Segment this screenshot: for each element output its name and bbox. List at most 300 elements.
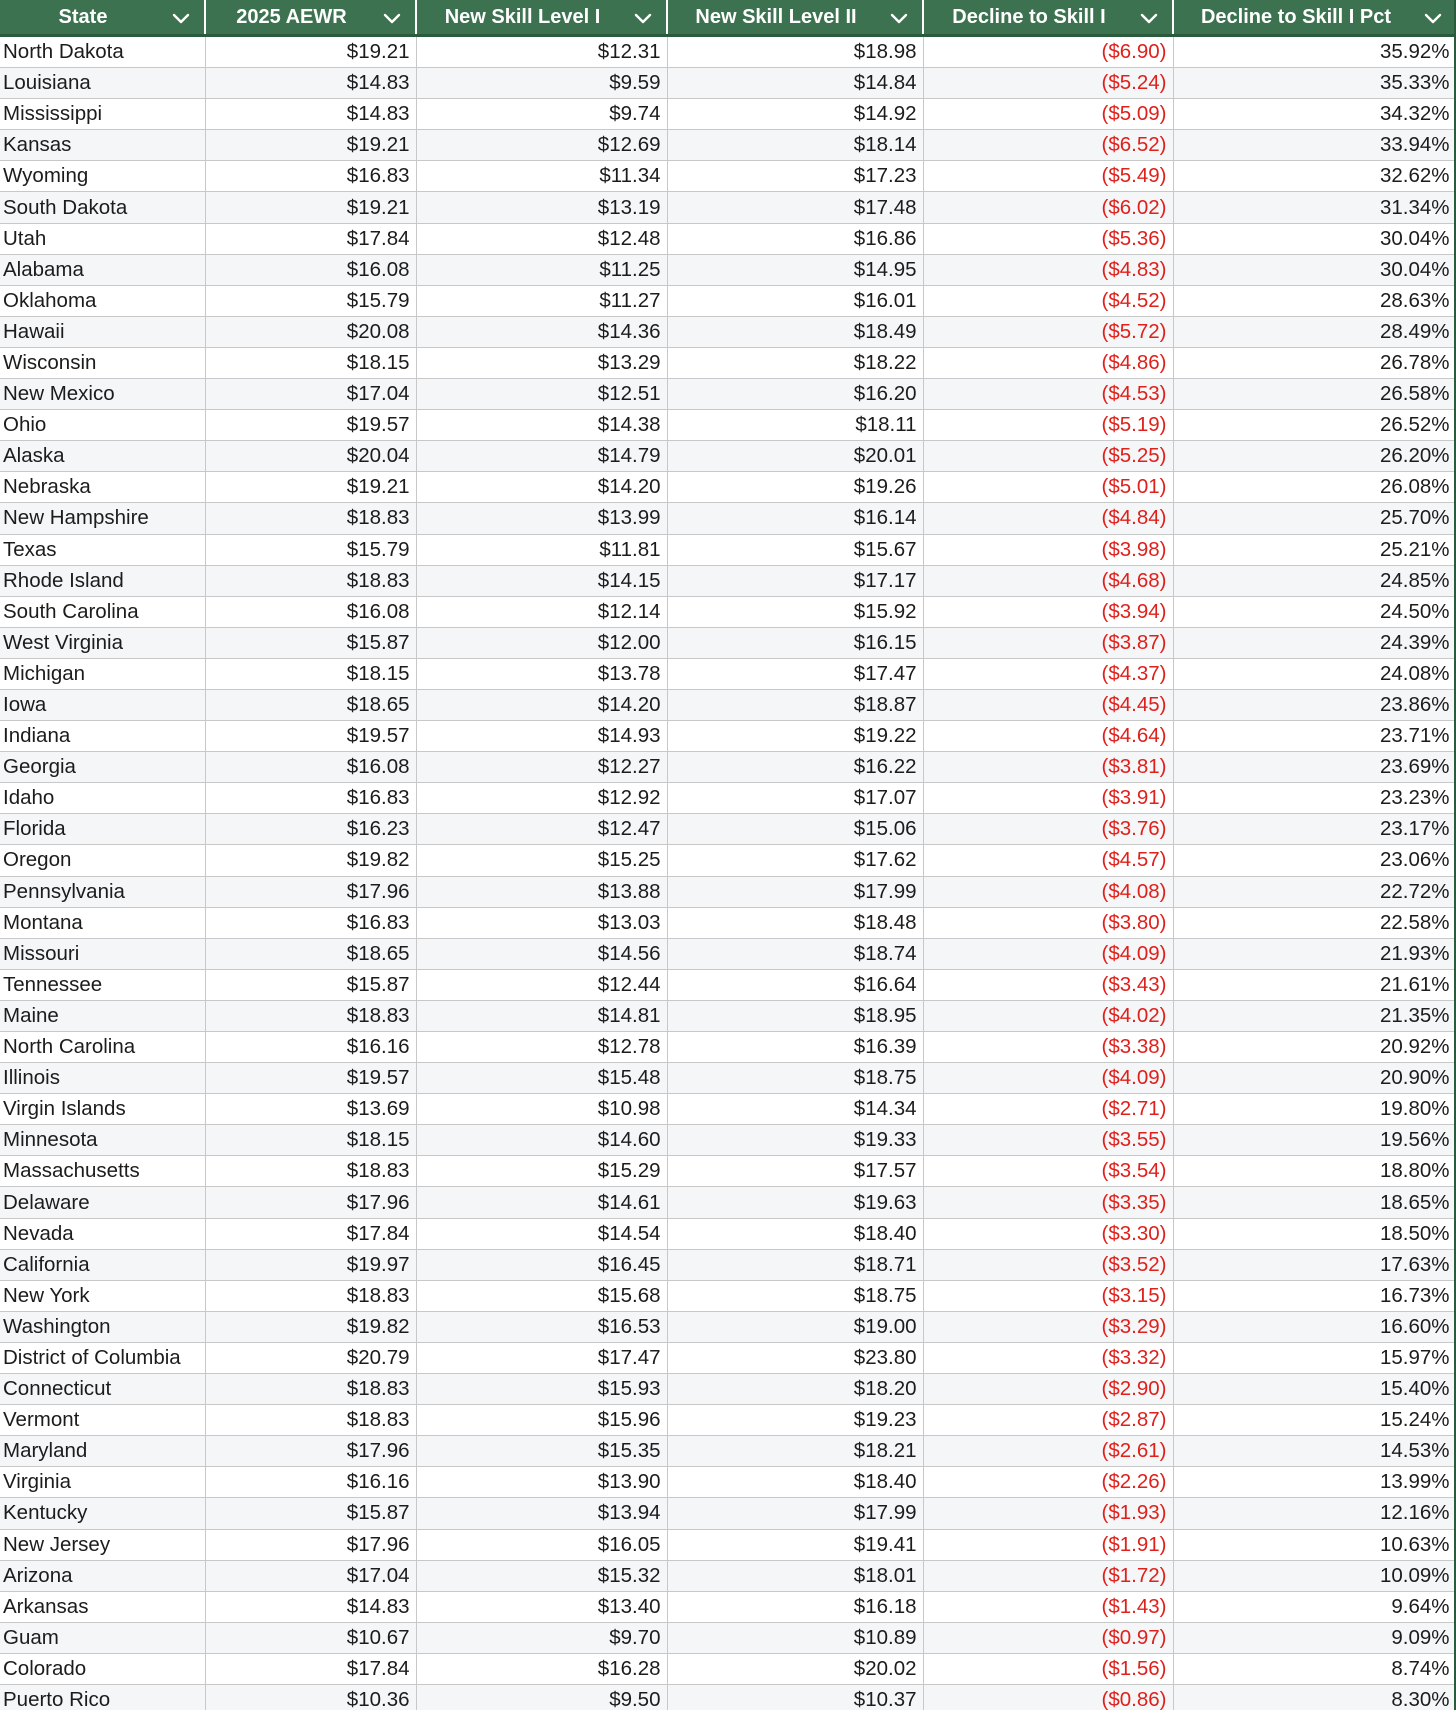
cell-decline-to-skill-i[interactable]: ($4.37) xyxy=(923,658,1173,689)
cell-state[interactable]: Georgia xyxy=(0,752,205,783)
cell-state[interactable]: California xyxy=(0,1249,205,1280)
cell-state[interactable]: Nebraska xyxy=(0,472,205,503)
header-state[interactable] xyxy=(0,0,205,36)
cell-new-skill-level-i[interactable]: $14.79 xyxy=(416,441,667,472)
cell-2025-aewr[interactable]: $19.21 xyxy=(205,192,416,223)
cell-new-skill-level-i[interactable]: $12.14 xyxy=(416,596,667,627)
cell-decline-to-skill-i[interactable]: ($3.52) xyxy=(923,1249,1173,1280)
cell-state[interactable]: Ohio xyxy=(0,410,205,441)
cell-state[interactable]: North Dakota xyxy=(0,36,205,68)
cell-2025-aewr[interactable]: $15.87 xyxy=(205,969,416,1000)
cell-decline-to-skill-i[interactable]: ($4.09) xyxy=(923,938,1173,969)
cell-new-skill-level-ii[interactable]: $18.49 xyxy=(667,316,923,347)
cell-new-skill-level-ii[interactable]: $19.33 xyxy=(667,1125,923,1156)
cell-state[interactable]: Iowa xyxy=(0,689,205,720)
cell-decline-to-skill-i-pct[interactable]: 10.63% xyxy=(1173,1529,1456,1560)
cell-decline-to-skill-i-pct[interactable]: 30.04% xyxy=(1173,223,1456,254)
cell-new-skill-level-i[interactable]: $11.34 xyxy=(416,161,667,192)
cell-new-skill-level-ii[interactable]: $18.98 xyxy=(667,36,923,68)
cell-new-skill-level-ii[interactable]: $16.64 xyxy=(667,969,923,1000)
cell-2025-aewr[interactable]: $16.16 xyxy=(205,1032,416,1063)
cell-decline-to-skill-i-pct[interactable]: 23.06% xyxy=(1173,845,1456,876)
cell-2025-aewr[interactable]: $20.04 xyxy=(205,441,416,472)
cell-new-skill-level-ii[interactable]: $10.37 xyxy=(667,1684,923,1710)
cell-state[interactable]: Virgin Islands xyxy=(0,1094,205,1125)
filter-dropdown-button[interactable] xyxy=(634,9,652,23)
cell-2025-aewr[interactable]: $19.82 xyxy=(205,1311,416,1342)
cell-state[interactable]: Hawaii xyxy=(0,316,205,347)
cell-decline-to-skill-i[interactable]: ($5.24) xyxy=(923,68,1173,99)
cell-decline-to-skill-i[interactable]: ($6.02) xyxy=(923,192,1173,223)
cell-state[interactable]: Wisconsin xyxy=(0,347,205,378)
cell-state[interactable]: Nevada xyxy=(0,1218,205,1249)
cell-new-skill-level-ii[interactable]: $18.20 xyxy=(667,1374,923,1405)
cell-new-skill-level-ii[interactable]: $17.99 xyxy=(667,1498,923,1529)
cell-decline-to-skill-i-pct[interactable]: 26.58% xyxy=(1173,379,1456,410)
cell-decline-to-skill-i[interactable]: ($0.86) xyxy=(923,1684,1173,1710)
cell-decline-to-skill-i[interactable]: ($4.68) xyxy=(923,565,1173,596)
cell-decline-to-skill-i[interactable]: ($4.08) xyxy=(923,876,1173,907)
cell-2025-aewr[interactable]: $17.96 xyxy=(205,1436,416,1467)
cell-new-skill-level-ii[interactable]: $16.01 xyxy=(667,285,923,316)
cell-decline-to-skill-i-pct[interactable]: 18.50% xyxy=(1173,1218,1456,1249)
cell-new-skill-level-ii[interactable]: $18.87 xyxy=(667,689,923,720)
cell-decline-to-skill-i-pct[interactable]: 9.09% xyxy=(1173,1622,1456,1653)
cell-2025-aewr[interactable]: $20.79 xyxy=(205,1342,416,1373)
cell-new-skill-level-ii[interactable]: $20.01 xyxy=(667,441,923,472)
cell-state[interactable]: New Jersey xyxy=(0,1529,205,1560)
cell-2025-aewr[interactable]: $18.65 xyxy=(205,938,416,969)
cell-new-skill-level-i[interactable]: $14.36 xyxy=(416,316,667,347)
cell-2025-aewr[interactable]: $16.83 xyxy=(205,783,416,814)
cell-new-skill-level-i[interactable]: $17.47 xyxy=(416,1342,667,1373)
cell-new-skill-level-ii[interactable]: $18.11 xyxy=(667,410,923,441)
filter-dropdown-button[interactable] xyxy=(172,9,190,23)
cell-2025-aewr[interactable]: $18.83 xyxy=(205,503,416,534)
cell-2025-aewr[interactable]: $18.15 xyxy=(205,347,416,378)
cell-decline-to-skill-i[interactable]: ($2.71) xyxy=(923,1094,1173,1125)
cell-new-skill-level-i[interactable]: $12.47 xyxy=(416,814,667,845)
cell-decline-to-skill-i[interactable]: ($5.72) xyxy=(923,316,1173,347)
cell-state[interactable]: Idaho xyxy=(0,783,205,814)
cell-state[interactable]: District of Columbia xyxy=(0,1342,205,1373)
cell-2025-aewr[interactable]: $16.16 xyxy=(205,1467,416,1498)
cell-state[interactable]: Minnesota xyxy=(0,1125,205,1156)
cell-new-skill-level-i[interactable]: $13.03 xyxy=(416,907,667,938)
cell-decline-to-skill-i-pct[interactable]: 18.80% xyxy=(1173,1156,1456,1187)
cell-state[interactable]: Pennsylvania xyxy=(0,876,205,907)
cell-state[interactable]: Florida xyxy=(0,814,205,845)
cell-new-skill-level-i[interactable]: $13.40 xyxy=(416,1591,667,1622)
cell-new-skill-level-ii[interactable]: $18.48 xyxy=(667,907,923,938)
cell-new-skill-level-ii[interactable]: $18.22 xyxy=(667,347,923,378)
cell-2025-aewr[interactable]: $17.84 xyxy=(205,1653,416,1684)
cell-new-skill-level-ii[interactable]: $17.62 xyxy=(667,845,923,876)
cell-decline-to-skill-i-pct[interactable]: 16.60% xyxy=(1173,1311,1456,1342)
cell-new-skill-level-ii[interactable]: $15.92 xyxy=(667,596,923,627)
cell-decline-to-skill-i-pct[interactable]: 26.78% xyxy=(1173,347,1456,378)
cell-decline-to-skill-i-pct[interactable]: 35.92% xyxy=(1173,36,1456,68)
cell-decline-to-skill-i[interactable]: ($3.38) xyxy=(923,1032,1173,1063)
cell-decline-to-skill-i-pct[interactable]: 26.52% xyxy=(1173,410,1456,441)
cell-new-skill-level-i[interactable]: $13.94 xyxy=(416,1498,667,1529)
cell-state[interactable]: Arkansas xyxy=(0,1591,205,1622)
cell-2025-aewr[interactable]: $19.82 xyxy=(205,845,416,876)
cell-decline-to-skill-i[interactable]: ($5.19) xyxy=(923,410,1173,441)
cell-new-skill-level-i[interactable]: $13.29 xyxy=(416,347,667,378)
cell-decline-to-skill-i-pct[interactable]: 32.62% xyxy=(1173,161,1456,192)
cell-2025-aewr[interactable]: $15.79 xyxy=(205,285,416,316)
cell-decline-to-skill-i[interactable]: ($4.45) xyxy=(923,689,1173,720)
cell-decline-to-skill-i-pct[interactable]: 23.71% xyxy=(1173,721,1456,752)
cell-state[interactable]: Colorado xyxy=(0,1653,205,1684)
cell-new-skill-level-i[interactable]: $12.48 xyxy=(416,223,667,254)
cell-decline-to-skill-i[interactable]: ($1.72) xyxy=(923,1560,1173,1591)
cell-new-skill-level-i[interactable]: $12.44 xyxy=(416,969,667,1000)
cell-2025-aewr[interactable]: $19.57 xyxy=(205,1063,416,1094)
cell-new-skill-level-i[interactable]: $15.32 xyxy=(416,1560,667,1591)
cell-decline-to-skill-i[interactable]: ($2.90) xyxy=(923,1374,1173,1405)
cell-decline-to-skill-i[interactable]: ($4.02) xyxy=(923,1000,1173,1031)
cell-decline-to-skill-i-pct[interactable]: 12.16% xyxy=(1173,1498,1456,1529)
cell-new-skill-level-i[interactable]: $15.93 xyxy=(416,1374,667,1405)
cell-new-skill-level-i[interactable]: $13.88 xyxy=(416,876,667,907)
cell-new-skill-level-i[interactable]: $9.74 xyxy=(416,99,667,130)
cell-2025-aewr[interactable]: $15.87 xyxy=(205,1498,416,1529)
cell-decline-to-skill-i[interactable]: ($1.91) xyxy=(923,1529,1173,1560)
cell-new-skill-level-ii[interactable]: $18.40 xyxy=(667,1467,923,1498)
cell-new-skill-level-ii[interactable]: $15.06 xyxy=(667,814,923,845)
cell-state[interactable]: Oregon xyxy=(0,845,205,876)
cell-new-skill-level-i[interactable]: $12.78 xyxy=(416,1032,667,1063)
cell-new-skill-level-ii[interactable]: $18.71 xyxy=(667,1249,923,1280)
cell-decline-to-skill-i[interactable]: ($3.76) xyxy=(923,814,1173,845)
cell-state[interactable]: Delaware xyxy=(0,1187,205,1218)
cell-decline-to-skill-i[interactable]: ($3.91) xyxy=(923,783,1173,814)
cell-2025-aewr[interactable]: $20.08 xyxy=(205,316,416,347)
cell-new-skill-level-i[interactable]: $14.60 xyxy=(416,1125,667,1156)
cell-decline-to-skill-i-pct[interactable]: 25.70% xyxy=(1173,503,1456,534)
cell-decline-to-skill-i-pct[interactable]: 23.86% xyxy=(1173,689,1456,720)
cell-2025-aewr[interactable]: $10.36 xyxy=(205,1684,416,1710)
cell-2025-aewr[interactable]: $17.84 xyxy=(205,223,416,254)
cell-new-skill-level-i[interactable]: $13.78 xyxy=(416,658,667,689)
cell-decline-to-skill-i-pct[interactable]: 25.21% xyxy=(1173,534,1456,565)
cell-decline-to-skill-i-pct[interactable]: 24.50% xyxy=(1173,596,1456,627)
cell-2025-aewr[interactable]: $19.57 xyxy=(205,721,416,752)
cell-2025-aewr[interactable]: $18.83 xyxy=(205,1374,416,1405)
cell-new-skill-level-i[interactable]: $14.20 xyxy=(416,472,667,503)
cell-new-skill-level-ii[interactable]: $19.26 xyxy=(667,472,923,503)
cell-new-skill-level-i[interactable]: $14.56 xyxy=(416,938,667,969)
cell-decline-to-skill-i[interactable]: ($5.36) xyxy=(923,223,1173,254)
cell-2025-aewr[interactable]: $19.21 xyxy=(205,472,416,503)
cell-decline-to-skill-i-pct[interactable]: 20.90% xyxy=(1173,1063,1456,1094)
cell-state[interactable]: Kentucky xyxy=(0,1498,205,1529)
cell-state[interactable]: Virginia xyxy=(0,1467,205,1498)
cell-decline-to-skill-i[interactable]: ($2.26) xyxy=(923,1467,1173,1498)
cell-new-skill-level-i[interactable]: $15.96 xyxy=(416,1405,667,1436)
cell-new-skill-level-ii[interactable]: $10.89 xyxy=(667,1622,923,1653)
cell-decline-to-skill-i[interactable]: ($4.84) xyxy=(923,503,1173,534)
cell-new-skill-level-ii[interactable]: $19.23 xyxy=(667,1405,923,1436)
cell-new-skill-level-i[interactable]: $15.48 xyxy=(416,1063,667,1094)
cell-decline-to-skill-i[interactable]: ($3.15) xyxy=(923,1280,1173,1311)
cell-state[interactable]: Massachusetts xyxy=(0,1156,205,1187)
cell-decline-to-skill-i[interactable]: ($1.43) xyxy=(923,1591,1173,1622)
cell-decline-to-skill-i-pct[interactable]: 35.33% xyxy=(1173,68,1456,99)
cell-new-skill-level-ii[interactable]: $16.14 xyxy=(667,503,923,534)
cell-decline-to-skill-i-pct[interactable]: 24.39% xyxy=(1173,627,1456,658)
cell-decline-to-skill-i-pct[interactable]: 31.34% xyxy=(1173,192,1456,223)
cell-state[interactable]: Connecticut xyxy=(0,1374,205,1405)
cell-new-skill-level-i[interactable]: $11.81 xyxy=(416,534,667,565)
cell-state[interactable]: Arizona xyxy=(0,1560,205,1591)
cell-decline-to-skill-i-pct[interactable]: 28.49% xyxy=(1173,316,1456,347)
cell-new-skill-level-i[interactable]: $14.15 xyxy=(416,565,667,596)
cell-2025-aewr[interactable]: $16.08 xyxy=(205,752,416,783)
cell-decline-to-skill-i-pct[interactable]: 30.04% xyxy=(1173,254,1456,285)
cell-new-skill-level-i[interactable]: $14.20 xyxy=(416,689,667,720)
cell-new-skill-level-ii[interactable]: $18.75 xyxy=(667,1063,923,1094)
cell-state[interactable]: Missouri xyxy=(0,938,205,969)
cell-decline-to-skill-i[interactable]: ($3.54) xyxy=(923,1156,1173,1187)
cell-decline-to-skill-i-pct[interactable]: 23.17% xyxy=(1173,814,1456,845)
cell-decline-to-skill-i-pct[interactable]: 22.72% xyxy=(1173,876,1456,907)
cell-new-skill-level-i[interactable]: $16.05 xyxy=(416,1529,667,1560)
cell-decline-to-skill-i[interactable]: ($3.87) xyxy=(923,627,1173,658)
cell-state[interactable]: North Carolina xyxy=(0,1032,205,1063)
cell-new-skill-level-ii[interactable]: $15.67 xyxy=(667,534,923,565)
cell-2025-aewr[interactable]: $14.83 xyxy=(205,68,416,99)
cell-state[interactable]: South Dakota xyxy=(0,192,205,223)
cell-state[interactable]: Oklahoma xyxy=(0,285,205,316)
cell-state[interactable]: Texas xyxy=(0,534,205,565)
cell-new-skill-level-i[interactable]: $9.59 xyxy=(416,68,667,99)
cell-state[interactable]: New York xyxy=(0,1280,205,1311)
cell-decline-to-skill-i[interactable]: ($3.55) xyxy=(923,1125,1173,1156)
cell-decline-to-skill-i-pct[interactable]: 24.85% xyxy=(1173,565,1456,596)
cell-new-skill-level-ii[interactable]: $18.21 xyxy=(667,1436,923,1467)
cell-decline-to-skill-i-pct[interactable]: 34.32% xyxy=(1173,99,1456,130)
cell-new-skill-level-ii[interactable]: $19.41 xyxy=(667,1529,923,1560)
cell-new-skill-level-i[interactable]: $14.38 xyxy=(416,410,667,441)
cell-new-skill-level-ii[interactable]: $19.22 xyxy=(667,721,923,752)
cell-new-skill-level-ii[interactable]: $16.39 xyxy=(667,1032,923,1063)
cell-decline-to-skill-i-pct[interactable]: 15.40% xyxy=(1173,1374,1456,1405)
cell-decline-to-skill-i-pct[interactable]: 10.09% xyxy=(1173,1560,1456,1591)
cell-state[interactable]: Washington xyxy=(0,1311,205,1342)
cell-2025-aewr[interactable]: $16.83 xyxy=(205,161,416,192)
cell-new-skill-level-i[interactable]: $12.92 xyxy=(416,783,667,814)
cell-decline-to-skill-i-pct[interactable]: 15.97% xyxy=(1173,1342,1456,1373)
cell-new-skill-level-i[interactable]: $11.27 xyxy=(416,285,667,316)
cell-new-skill-level-ii[interactable]: $19.63 xyxy=(667,1187,923,1218)
cell-decline-to-skill-i[interactable]: ($4.86) xyxy=(923,347,1173,378)
cell-decline-to-skill-i[interactable]: ($4.09) xyxy=(923,1063,1173,1094)
cell-decline-to-skill-i[interactable]: ($3.80) xyxy=(923,907,1173,938)
header-new-skill-level-ii[interactable] xyxy=(667,0,923,36)
cell-new-skill-level-ii[interactable]: $17.07 xyxy=(667,783,923,814)
cell-new-skill-level-i[interactable]: $15.25 xyxy=(416,845,667,876)
cell-state[interactable]: Rhode Island xyxy=(0,565,205,596)
cell-decline-to-skill-i[interactable]: ($3.35) xyxy=(923,1187,1173,1218)
cell-2025-aewr[interactable]: $18.83 xyxy=(205,1156,416,1187)
cell-state[interactable]: Maine xyxy=(0,1000,205,1031)
cell-decline-to-skill-i[interactable]: ($4.57) xyxy=(923,845,1173,876)
cell-decline-to-skill-i[interactable]: ($3.29) xyxy=(923,1311,1173,1342)
cell-decline-to-skill-i[interactable]: ($5.09) xyxy=(923,99,1173,130)
cell-decline-to-skill-i[interactable]: ($5.49) xyxy=(923,161,1173,192)
cell-decline-to-skill-i[interactable]: ($0.97) xyxy=(923,1622,1173,1653)
cell-2025-aewr[interactable]: $18.15 xyxy=(205,1125,416,1156)
cell-state[interactable]: New Mexico xyxy=(0,379,205,410)
cell-decline-to-skill-i-pct[interactable]: 19.80% xyxy=(1173,1094,1456,1125)
cell-decline-to-skill-i-pct[interactable]: 26.20% xyxy=(1173,441,1456,472)
cell-state[interactable]: Wyoming xyxy=(0,161,205,192)
cell-decline-to-skill-i-pct[interactable]: 23.23% xyxy=(1173,783,1456,814)
cell-decline-to-skill-i-pct[interactable]: 17.63% xyxy=(1173,1249,1456,1280)
cell-decline-to-skill-i[interactable]: ($2.61) xyxy=(923,1436,1173,1467)
cell-new-skill-level-ii[interactable]: $14.95 xyxy=(667,254,923,285)
cell-new-skill-level-ii[interactable]: $14.84 xyxy=(667,68,923,99)
cell-new-skill-level-i[interactable]: $16.45 xyxy=(416,1249,667,1280)
cell-new-skill-level-i[interactable]: $12.27 xyxy=(416,752,667,783)
cell-decline-to-skill-i-pct[interactable]: 22.58% xyxy=(1173,907,1456,938)
cell-decline-to-skill-i-pct[interactable]: 8.30% xyxy=(1173,1684,1456,1710)
cell-state[interactable]: Utah xyxy=(0,223,205,254)
cell-new-skill-level-ii[interactable]: $17.99 xyxy=(667,876,923,907)
cell-decline-to-skill-i[interactable]: ($5.25) xyxy=(923,441,1173,472)
cell-decline-to-skill-i-pct[interactable]: 23.69% xyxy=(1173,752,1456,783)
cell-2025-aewr[interactable]: $18.15 xyxy=(205,658,416,689)
cell-new-skill-level-ii[interactable]: $18.75 xyxy=(667,1280,923,1311)
cell-state[interactable]: Michigan xyxy=(0,658,205,689)
cell-2025-aewr[interactable]: $18.83 xyxy=(205,565,416,596)
cell-new-skill-level-i[interactable]: $14.93 xyxy=(416,721,667,752)
cell-state[interactable]: New Hampshire xyxy=(0,503,205,534)
cell-state[interactable]: Maryland xyxy=(0,1436,205,1467)
cell-decline-to-skill-i-pct[interactable]: 20.92% xyxy=(1173,1032,1456,1063)
cell-new-skill-level-i[interactable]: $9.50 xyxy=(416,1684,667,1710)
cell-decline-to-skill-i-pct[interactable]: 28.63% xyxy=(1173,285,1456,316)
cell-decline-to-skill-i-pct[interactable]: 9.64% xyxy=(1173,1591,1456,1622)
cell-decline-to-skill-i-pct[interactable]: 21.35% xyxy=(1173,1000,1456,1031)
cell-decline-to-skill-i[interactable]: ($3.30) xyxy=(923,1218,1173,1249)
cell-decline-to-skill-i[interactable]: ($1.56) xyxy=(923,1653,1173,1684)
cell-new-skill-level-i[interactable]: $13.90 xyxy=(416,1467,667,1498)
cell-2025-aewr[interactable]: $14.83 xyxy=(205,99,416,130)
cell-new-skill-level-ii[interactable]: $16.18 xyxy=(667,1591,923,1622)
header-decline-to-skill-i-pct[interactable] xyxy=(1173,0,1456,36)
cell-2025-aewr[interactable]: $19.21 xyxy=(205,130,416,161)
cell-decline-to-skill-i-pct[interactable]: 8.74% xyxy=(1173,1653,1456,1684)
cell-2025-aewr[interactable]: $16.23 xyxy=(205,814,416,845)
header-new-skill-level-i[interactable] xyxy=(416,0,667,36)
cell-decline-to-skill-i[interactable]: ($3.43) xyxy=(923,969,1173,1000)
cell-2025-aewr[interactable]: $13.69 xyxy=(205,1094,416,1125)
cell-decline-to-skill-i-pct[interactable]: 13.99% xyxy=(1173,1467,1456,1498)
cell-new-skill-level-i[interactable]: $13.19 xyxy=(416,192,667,223)
cell-2025-aewr[interactable]: $17.04 xyxy=(205,1560,416,1591)
cell-new-skill-level-ii[interactable]: $17.17 xyxy=(667,565,923,596)
cell-new-skill-level-i[interactable]: $12.31 xyxy=(416,36,667,68)
cell-decline-to-skill-i[interactable]: ($4.53) xyxy=(923,379,1173,410)
cell-decline-to-skill-i-pct[interactable]: 18.65% xyxy=(1173,1187,1456,1218)
cell-new-skill-level-i[interactable]: $15.29 xyxy=(416,1156,667,1187)
cell-2025-aewr[interactable]: $10.67 xyxy=(205,1622,416,1653)
filter-dropdown-button[interactable] xyxy=(1424,9,1442,23)
cell-decline-to-skill-i[interactable]: ($3.98) xyxy=(923,534,1173,565)
cell-decline-to-skill-i[interactable]: ($3.81) xyxy=(923,752,1173,783)
cell-state[interactable]: Vermont xyxy=(0,1405,205,1436)
cell-state[interactable]: Tennessee xyxy=(0,969,205,1000)
cell-decline-to-skill-i-pct[interactable]: 14.53% xyxy=(1173,1436,1456,1467)
cell-2025-aewr[interactable]: $15.79 xyxy=(205,534,416,565)
cell-new-skill-level-ii[interactable]: $17.23 xyxy=(667,161,923,192)
cell-state[interactable]: Montana xyxy=(0,907,205,938)
cell-state[interactable]: Puerto Rico xyxy=(0,1684,205,1710)
cell-new-skill-level-ii[interactable]: $19.00 xyxy=(667,1311,923,1342)
cell-state[interactable]: South Carolina xyxy=(0,596,205,627)
cell-2025-aewr[interactable]: $18.83 xyxy=(205,1280,416,1311)
cell-2025-aewr[interactable]: $17.04 xyxy=(205,379,416,410)
cell-2025-aewr[interactable]: $18.83 xyxy=(205,1405,416,1436)
cell-decline-to-skill-i-pct[interactable]: 24.08% xyxy=(1173,658,1456,689)
cell-2025-aewr[interactable]: $17.84 xyxy=(205,1218,416,1249)
cell-new-skill-level-ii[interactable]: $18.95 xyxy=(667,1000,923,1031)
cell-new-skill-level-i[interactable]: $12.00 xyxy=(416,627,667,658)
filter-dropdown-button[interactable] xyxy=(383,9,401,23)
cell-new-skill-level-i[interactable]: $16.53 xyxy=(416,1311,667,1342)
cell-2025-aewr[interactable]: $15.87 xyxy=(205,627,416,658)
header-2025-aewr[interactable] xyxy=(205,0,416,36)
cell-2025-aewr[interactable]: $17.96 xyxy=(205,1529,416,1560)
cell-state[interactable]: West Virginia xyxy=(0,627,205,658)
cell-new-skill-level-ii[interactable]: $17.48 xyxy=(667,192,923,223)
cell-new-skill-level-i[interactable]: $15.35 xyxy=(416,1436,667,1467)
cell-new-skill-level-ii[interactable]: $18.01 xyxy=(667,1560,923,1591)
filter-dropdown-button[interactable] xyxy=(1140,9,1158,23)
cell-new-skill-level-ii[interactable]: $16.86 xyxy=(667,223,923,254)
cell-new-skill-level-ii[interactable]: $18.74 xyxy=(667,938,923,969)
cell-2025-aewr[interactable]: $16.83 xyxy=(205,907,416,938)
cell-new-skill-level-i[interactable]: $11.25 xyxy=(416,254,667,285)
cell-new-skill-level-i[interactable]: $13.99 xyxy=(416,503,667,534)
cell-new-skill-level-ii[interactable]: $14.92 xyxy=(667,99,923,130)
cell-new-skill-level-ii[interactable]: $16.15 xyxy=(667,627,923,658)
cell-state[interactable]: Alabama xyxy=(0,254,205,285)
cell-new-skill-level-ii[interactable]: $23.80 xyxy=(667,1342,923,1373)
cell-decline-to-skill-i-pct[interactable]: 15.24% xyxy=(1173,1405,1456,1436)
cell-new-skill-level-i[interactable]: $14.54 xyxy=(416,1218,667,1249)
filter-dropdown-button[interactable] xyxy=(890,9,908,23)
cell-decline-to-skill-i[interactable]: ($1.93) xyxy=(923,1498,1173,1529)
cell-decline-to-skill-i[interactable]: ($6.52) xyxy=(923,130,1173,161)
cell-state[interactable]: Louisiana xyxy=(0,68,205,99)
cell-2025-aewr[interactable]: $17.96 xyxy=(205,1187,416,1218)
header-decline-to-skill-i[interactable] xyxy=(923,0,1173,36)
cell-2025-aewr[interactable]: $18.83 xyxy=(205,1000,416,1031)
cell-2025-aewr[interactable]: $17.96 xyxy=(205,876,416,907)
cell-state[interactable]: Kansas xyxy=(0,130,205,161)
cell-decline-to-skill-i[interactable]: ($4.64) xyxy=(923,721,1173,752)
cell-state[interactable]: Mississippi xyxy=(0,99,205,130)
cell-2025-aewr[interactable]: $16.08 xyxy=(205,254,416,285)
cell-new-skill-level-i[interactable]: $10.98 xyxy=(416,1094,667,1125)
cell-new-skill-level-ii[interactable]: $16.20 xyxy=(667,379,923,410)
cell-decline-to-skill-i-pct[interactable]: 19.56% xyxy=(1173,1125,1456,1156)
